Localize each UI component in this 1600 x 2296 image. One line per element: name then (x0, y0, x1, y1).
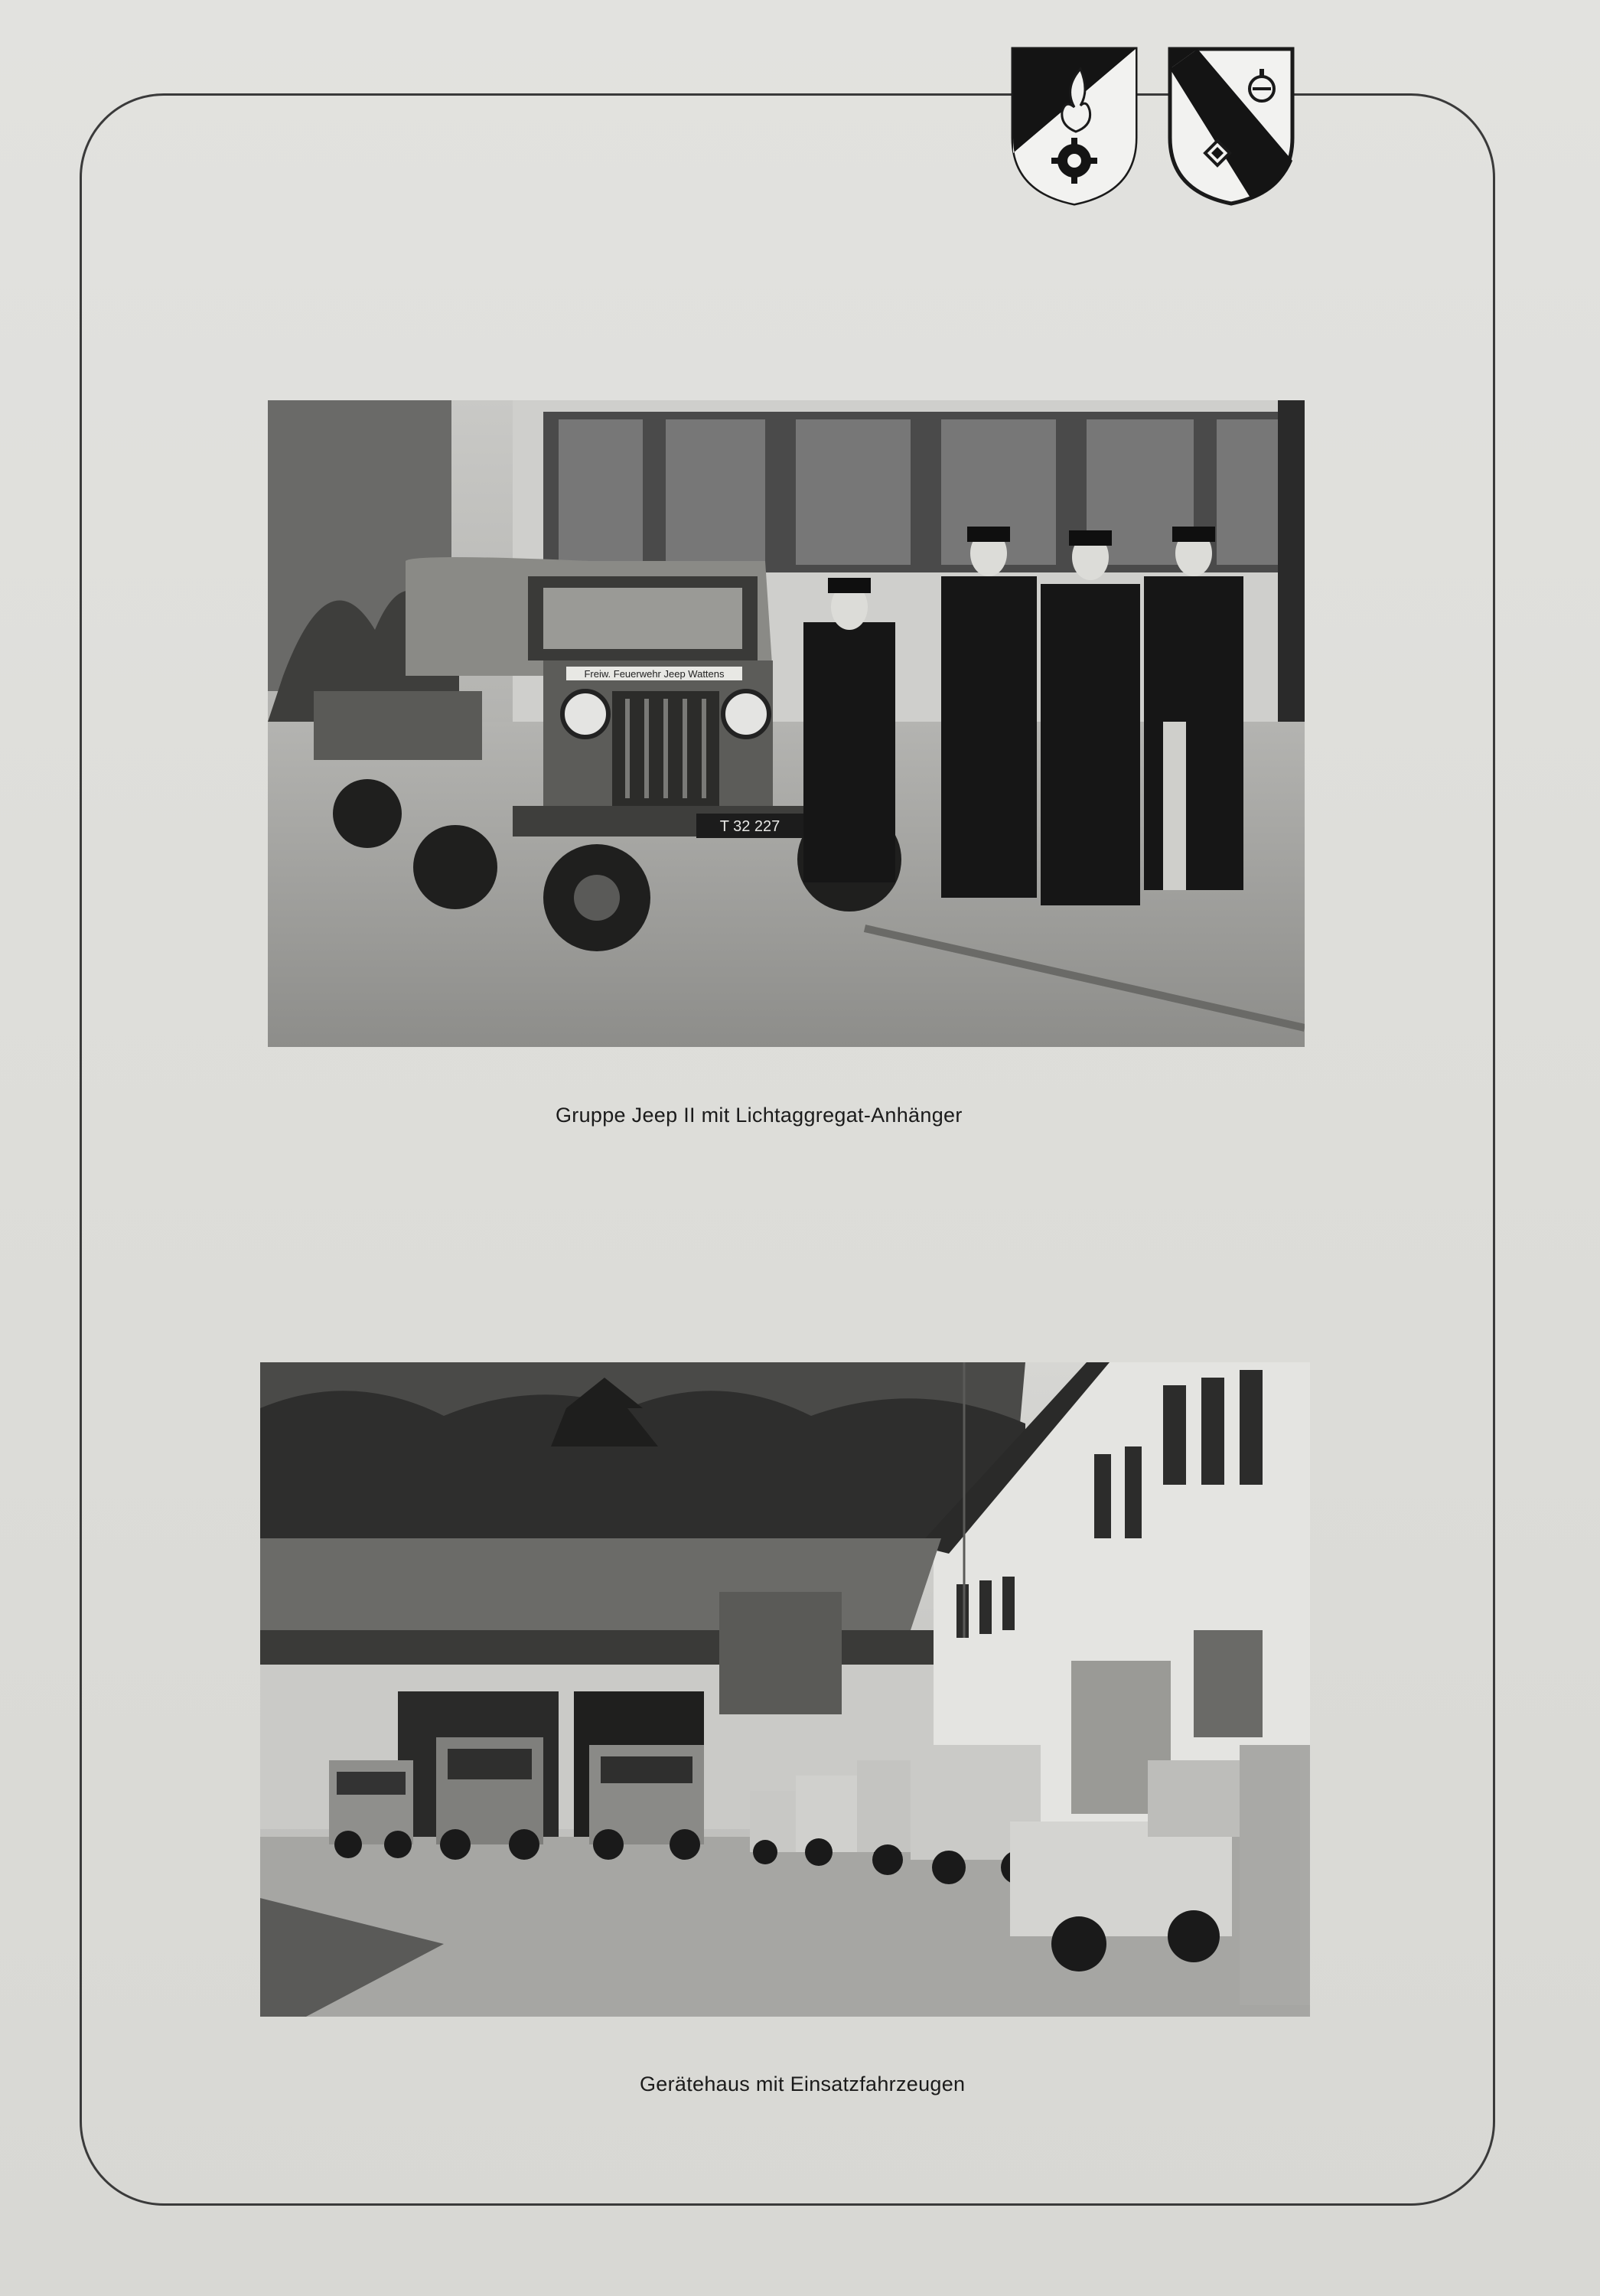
windshield-banner: Freiw. Feuerwehr Jeep Wattens (584, 668, 725, 680)
license-plate: T 32 227 (719, 818, 780, 835)
jeep-group-photo (268, 400, 1305, 1047)
figure-caption-fire-station: Gerätehaus mit Einsatzfahrzeugen (640, 2073, 966, 2095)
figure-caption-jeep: Gruppe Jeep II mit Lichtaggregat-Anhänger (556, 1104, 963, 1127)
municipal-coat-of-arms-icon (1167, 46, 1295, 207)
fire-station-photo (260, 1362, 1310, 2017)
fire-brigade-crest-icon (1010, 46, 1139, 207)
